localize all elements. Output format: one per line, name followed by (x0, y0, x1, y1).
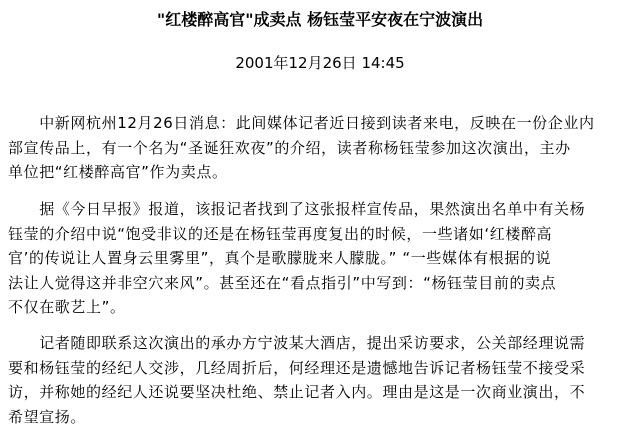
paragraph-line: 官’的传说让人置身云里雾里”，真个是歌朦胧来人朦胧。” “一些媒体有根据的说 (8, 246, 636, 271)
paragraph-line: 记者随即联系这次演出的承办方宁波某大酒店，提出采访要求，公关部经理说需 (8, 331, 636, 356)
paragraph-line: 钰莹的介绍中说“饱受非议的还是在杨钰莹再度复出的时候，一些诸如‘红楼醉高 (8, 222, 636, 247)
paragraph-line: 部宣传品上，有一个名为“圣诞狂欢夜”的介绍，读者称杨钰莹参加这次演出，主办 (8, 136, 636, 161)
paragraph-2 (8, 197, 636, 320)
paragraph-line: 据《今日早报》报道，该报记者找到了这张报样宣传品，果然演出名单中有关杨 (8, 197, 636, 222)
paragraph-line: 访，并称她的经纪人还说要坚决杜绝、禁止记者入内。理由是这是一次商业演出，不 (8, 380, 636, 405)
paragraph-3 (8, 331, 636, 429)
paragraph-1 (8, 111, 636, 185)
paragraph-line: 要和杨钰莹的经纪人交涉，几经周折后，何经理还是遗憾地告诉记者杨钰莹不接受采 (8, 356, 636, 381)
paragraph-line: 中新网杭州12月26日消息：此间媒体记者近日接到读者来电，反映在一份企业内 (8, 111, 636, 136)
paragraph-line: 不仅在歌艺上”。 (8, 295, 636, 320)
paragraph-line: 单位把“红楼醉高官”作为卖点。 (8, 160, 636, 185)
article-datetime: 2001年12月26日 14:45 (0, 52, 640, 74)
paragraph-line: 法让人觉得这并非空穴来风”。甚至还在“看点指引”中写到：“杨钰莹目前的卖点 (8, 271, 636, 296)
article-title: "红楼醉高官"成卖点 杨钰莹平安夜在宁波演出 (0, 9, 640, 31)
paragraph-line: 希望宣扬。 (8, 405, 636, 429)
